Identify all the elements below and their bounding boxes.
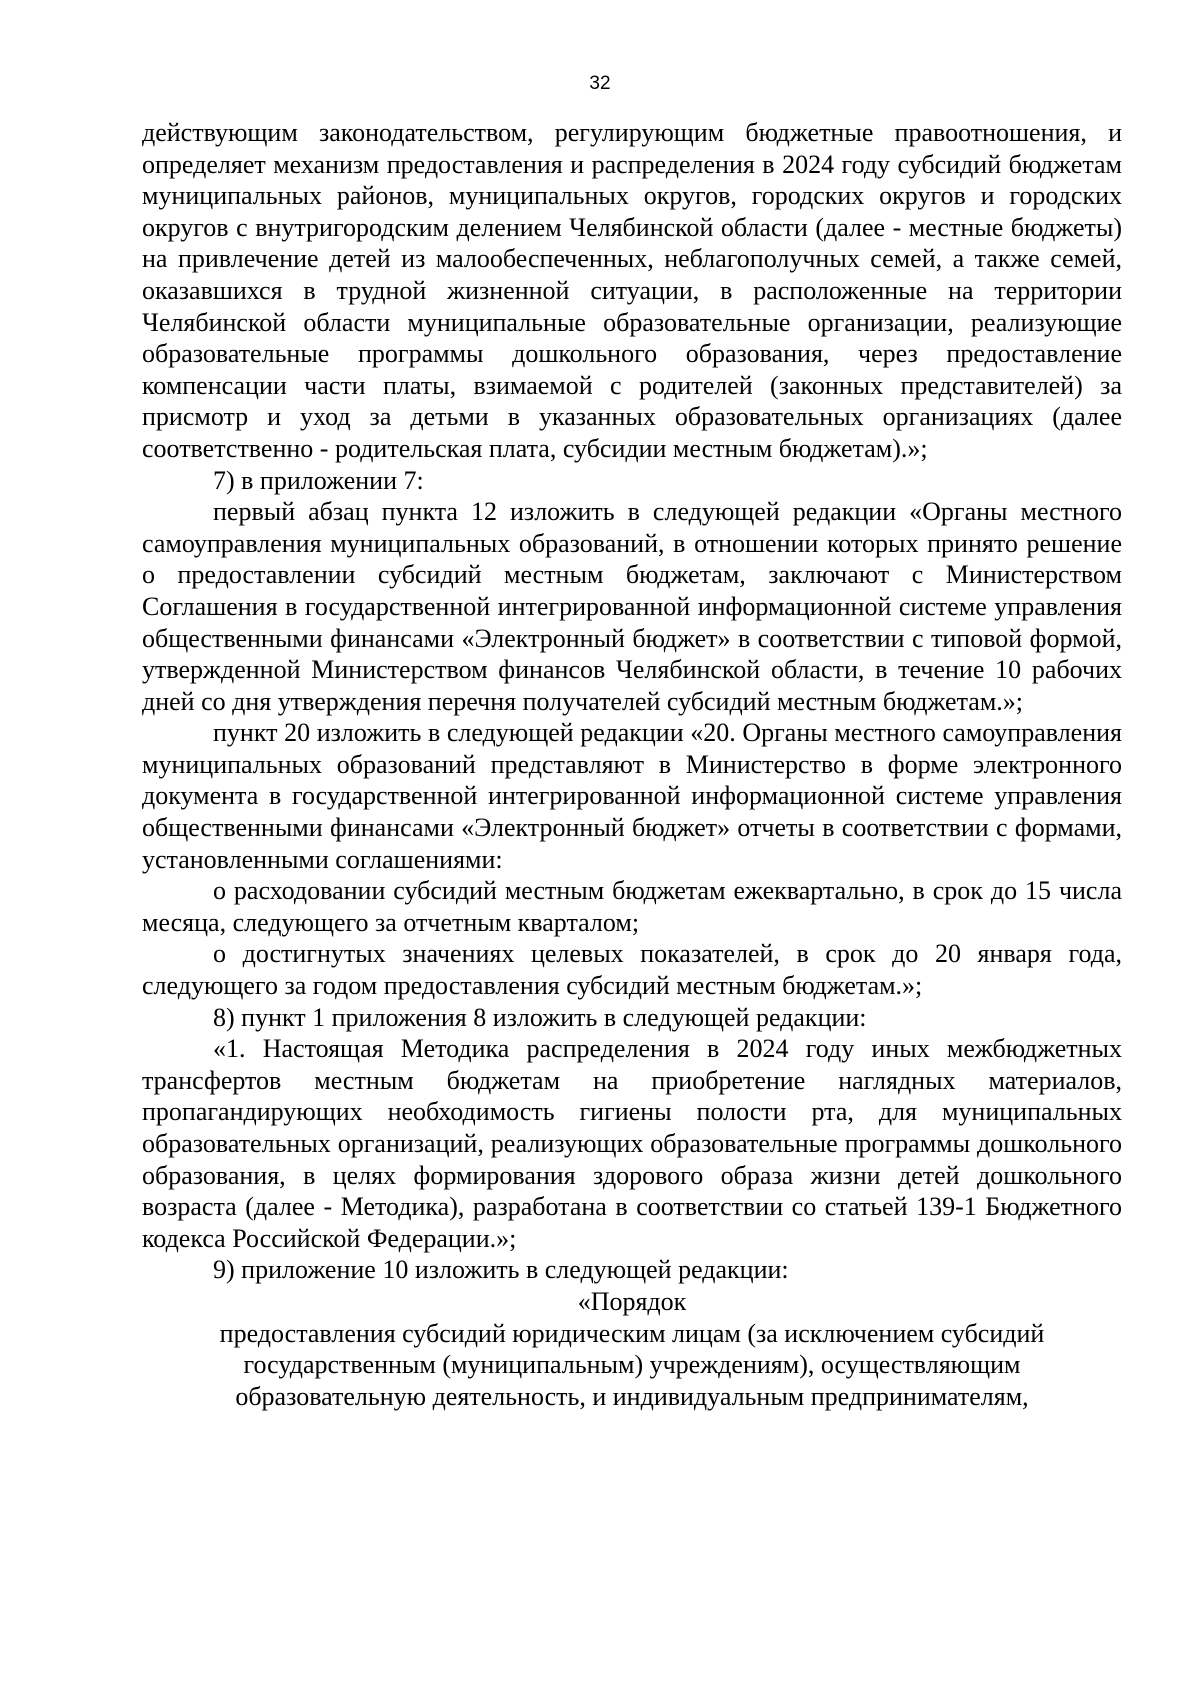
document-body [142, 117, 1122, 1412]
order-title-line: образовательную деятельность, и индивидуальным предпринимателям, [235, 1381, 1029, 1411]
paragraph-item-12: первый абзац пункта 12 изложить в следующей редакции «Органы местного самоуправления муниципальных образований, в отношении которых принято решение о предоставлении субсидий местным бюджетам, заключают с Министерством Соглашения в государственной интегрированной информационной системе управления общественными финансами «Электронный бюджет» в соответствии с типовой формой, утвержденной Министерством финансов Челябинской области, в течение 10 рабочих дней со дня утверждения перечня получателей субсидий местным бюджетам.»; [142, 497, 1122, 716]
paragraph-item-20: пункт 20 изложить в следующей редакции «20. Органы местного самоуправления муниципальных образований представляют в Министерство в форме электронного документа в государственной интегрированной информационной системе управления общественными финансами «Электронный бюджет» отчеты в соответствии с формами, установленными соглашениями: [142, 718, 1122, 874]
paragraph-methodology: «1. Настоящая Методика распределения в 2024 году иных межбюджетных трансфертов местным бюджетам на приобретение наглядных материалов, пропагандирующих необходимость гигиены полости рта, для муниципальных образовательных организаций, реализующих образовательные программы дошкольного образования, в целях формирования здорового образа жизни детей дошкольного возраста (далее - Методика), разработана в соответствии со статьей 139-1 Бюджетного кодекса Российской Федерации.»; [142, 1034, 1122, 1253]
paragraph-report-targets: о достигнутых значениях целевых показателей, в срок до 20 января года, следующего за годом предоставления субсидий местным бюджетам.»; [142, 939, 1122, 1001]
order-title-block [142, 1286, 1122, 1412]
paragraph-continuation: действующим законодательством, регулирующим бюджетные правоотношения, и определяет механизм предоставления и распределения в 2024 году субсидий бюджетам муниципальных районов, муниципальных округов, городских округов и городских округов с внутригородским делением Челябинской области (далее - местные бюджеты) на привлечение детей из малообеспеченных, неблагополучных семей, а также семей, оказавшихся в трудной жизненной ситуации, в расположенные на территории Челябинской области муниципальные образовательные организации, реализующие образовательные программы дошкольного образования, через предоставление компенсации части платы, взимаемой с родителей (законных представителей) за присмотр и уход за детьми в указанных образовательных организациях (далее соответственно - родительская плата, субсидии местным бюджетам).»; [142, 118, 1122, 463]
order-title-heading: «Порядок [577, 1286, 687, 1316]
page-number: 32 [589, 73, 611, 94]
paragraph-item-7: 7) в приложении 7: [213, 465, 424, 495]
paragraph-report-expenses: о расходовании субсидий местным бюджетам ежеквартально, в срок до 15 числа месяца, следующего за отчетным кварталом; [142, 876, 1122, 937]
paragraph-item-8: 8) пункт 1 приложения 8 изложить в следующей редакции: [213, 1002, 867, 1032]
paragraph-item-9: 9) приложение 10 изложить в следующей редакции: [213, 1255, 789, 1285]
order-title-line: предоставления субсидий юридическим лицам (за исключением субсидий [219, 1318, 1045, 1348]
order-title-line: государственным (муниципальным) учреждениям), осуществляющим [243, 1350, 1021, 1380]
